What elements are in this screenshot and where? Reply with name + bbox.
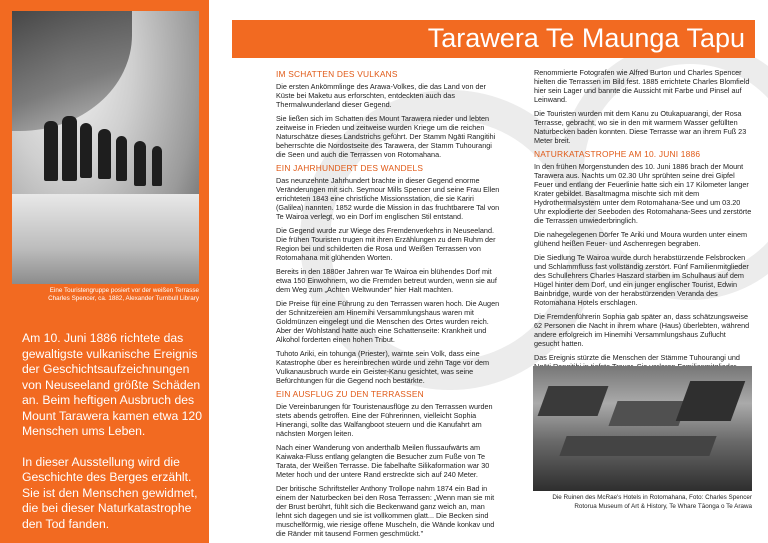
paragraph: Die ersten Ankömmlinge des Arawa-Volkes, die das Land von der Küste bei Maketu aus erforschten, entdeckten auch das Thermalwunderland dieser Gegend. [276, 82, 486, 109]
caption-line: Eine Touristengruppe posiert vor der weißen Terrasse [49, 287, 199, 294]
paragraph: Der britische Schriftsteller Anthony Trollope nahm 1874 ein Bad in einem der Naturbecken bei den Rosa Terrassen: „Wenn man sie mit der Brust berührt, fühlt sich die Beckenwand ganz weich an, man lehnt sich dagegen und sie ist vollkommen glatt... Die Becken sind muschelförmig, wie riesige offene Muscheln, die Wände konkav und die Ränder mit tausend Formen geschmückt." [276, 484, 495, 538]
paragraph: In den frühen Morgenstunden des 10. Juni 1886 brach der Mount Tarawera aus. Nachts um 02.30 Uhr sprühten seine drei Gipfel Feuer und entlang der Feuerlinie hatte sich ein 17 Kilometer langer Krater gebildet. Basaltmagma mischte sich mit dem Hydrothermalsystem unter dem Rotomahana-See und um 03.20 Uhr explodierte der Seeboden des Rotomahana-Sees und zerstörte die Terrassen unwiederbringlich. [534, 162, 752, 225]
tourist-group-photo [12, 11, 199, 284]
paragraph: Die Vereinbarungen für Touristenausflüge zu den Terrassen wurden stets abends getroffen. Eine der Führerinnen, vielleicht Sophia Hinerangi, sollte das Walfangboot steuern und die Kanufahrt am nächsten Morgen leiten. [276, 402, 493, 438]
paragraph: Sie ließen sich im Schatten des Mount Tarawera nieder und lebten zeitweise in Frieden und zeitweise wurden Kriege um die reichen Naturschätze dieses Landstrichs geführt. Der Stamm Ngāti Rangitihi beherrschte die Nordostseite des Tarawera, der Stamm Tuhourangi die Seen und auch die Terrassen von Rotomahana. [276, 114, 496, 159]
paragraph: Die Fremdenführerin Sophia gab später an, dass schätzungsweise 62 Personen die Nacht in ihrem whare (Haus) überlebten, während andere erfolgreich im Hinemihi Versammlungshaus Zuflucht gesucht hatten. [534, 312, 750, 348]
paragraph: Das neunzehnte Jahrhundert brachte in dieser Gegend enorme Veränderungen mit sich. Seymour Mills Spencer und seine Frau Ellen errichteten 1843 eine christliche Missionsstation, die sie Kariri (Galilea) nannten. 1852 wurde die Mission in das fruchtbarere Tal von Te Wairoa verlegt, wo ein Dorf im englischen Stil entstand. [276, 176, 500, 221]
hotel-ruins-photo [533, 366, 752, 491]
paragraph: Die Siedlung Te Wairoa wurde durch herabstürzende Felsbrocken und Schlammfluss fast vollständig zerstört. Fünf Familienmitglieder des Schullehrers Charles Haszard starben im Schulhaus auf dem Hügel hinter dem Dorf, und ein junger englischer Tourist, Edwin Bainbridge, wurde von der herabstürzenden Veranda des Rotomahana Hotels erschlagen. [534, 253, 749, 307]
column-right [534, 68, 752, 394]
paragraph: Bereits in den 1880er Jahren war Te Wairoa ein blühendes Dorf mit etwa 150 Einwohnern, wo die Fremden betreut wurden, wenn sie auf dem Weg zum „Achten Weltwunder" hier Halt machten. [276, 267, 497, 294]
section-heading: IM SCHATTEN DES VULKANS [276, 69, 398, 79]
paragraph: Nach einer Wanderung von anderthalb Meilen flussaufwärts am Kaiwaka-Fluss entlang gelangten die Besucher zum Fuße von Te Tarata, der Weißen Terrasse. Die fabelhafte Silikaformation war 30 Meter hoch und der untere Rand erstreckte sich auf 240 Meter. [276, 443, 490, 479]
paragraph: Die Preise für eine Führung zu den Terrassen waren hoch. Die Augen der Schnitzereien am Hinemihi Versammlungshaus waren mit Goldmünzen eingelegt und die Menschen des Ortes wurden reich. Aber der Wohlstand hatte auch eine Schattenseite: Krankheit und Alkohol forderten einen hohen Tribut. [276, 299, 500, 344]
intro-text [22, 331, 202, 543]
photo2-caption [533, 494, 752, 511]
caption-line: Charles Spencer, ca. 1882, Alexander Turnbull Library [48, 295, 199, 302]
photo1-caption [12, 287, 199, 303]
caption-line: Rotorua Museum of Art & History, Te Whare Tāonga o Te Arawa [574, 502, 752, 510]
caption-line: Die Ruinen des McRae's Hotels in Rotomahana, Foto: Charles Spencer [552, 494, 752, 501]
paragraph: Die Touristen wurden mit dem Kanu zu Otukapuarangi, der Rosa Terrasse, gebracht, wo sie in den mit warmem Wasser gefüllten Naturbecken baden konnten. Diese Terrasse war an ihrem Fuß 23 Meter breit. [534, 109, 747, 145]
paragraph: Die Gegend wurde zur Wiege des Fremdenverkehrs in Neuseeland. Die frühen Touristen trugen mit ihren Erzählungen zu dem Ruhm der Region bei und schilderten die Rosa und Weißen Terrassen von Rotomahana mit glühenden Worten. [276, 226, 496, 262]
column-left [276, 68, 502, 543]
paragraph: Renommierte Fotografen wie Alfred Burton und Charles Spencer hielten die Terrassen im Bild fest. 1885 errichtete Charles Blomfield hier sein Lager und bannte die Aussicht mit Farbe und Pinsel auf Leinwand. [534, 68, 750, 104]
section-heading: EIN JAHRHUNDERT DES WANDELS [276, 163, 424, 173]
paragraph: Die nahegelegenen Dörfer Te Ariki und Moura wurden unter einem glühend heißen Feuer- und Aschenregen begraben. [534, 230, 748, 248]
paragraph: Tuhoto Ariki, ein tohunga (Priester), warnte sein Volk, dass eine Katastrophe über es hereinbrechen würde und zehn Tage vor dem Vulkanausbruch wurde ein Geister-Kanu gesichtet, was seine Befürchtungen für die Gegend noch bestärkte. [276, 349, 490, 385]
left-panel [0, 0, 209, 543]
title-bar [232, 20, 755, 58]
paragraph: Das Ereignis stürzte die Menschen der Stämme Tuhourangi und [534, 353, 740, 362]
intro-paragraph: In dieser Ausstellung wird die Geschichte des Berges erzählt. Sie ist den Menschen gewidmet, die bei dieser Naturkatastrophe den Tod fanden. [22, 454, 198, 531]
page-title: Tarawera Te Maunga Tapu [427, 23, 745, 53]
section-heading: NATURKATASTROPHE AM 10. JUNI 1886 [534, 149, 701, 159]
section-heading: EIN AUSFLUG ZU DEN TERRASSEN [276, 389, 424, 399]
intro-paragraph: Am 10. Juni 1886 richtete das gewaltigste vulkanische Ereignis der Geschichtsaufzeichnungen von Neuseeland größte Schäden an. Beim heftigen Ausbruch des Mount Tarawera kamen etwa 120 Menschen ums Leben. [22, 331, 202, 438]
